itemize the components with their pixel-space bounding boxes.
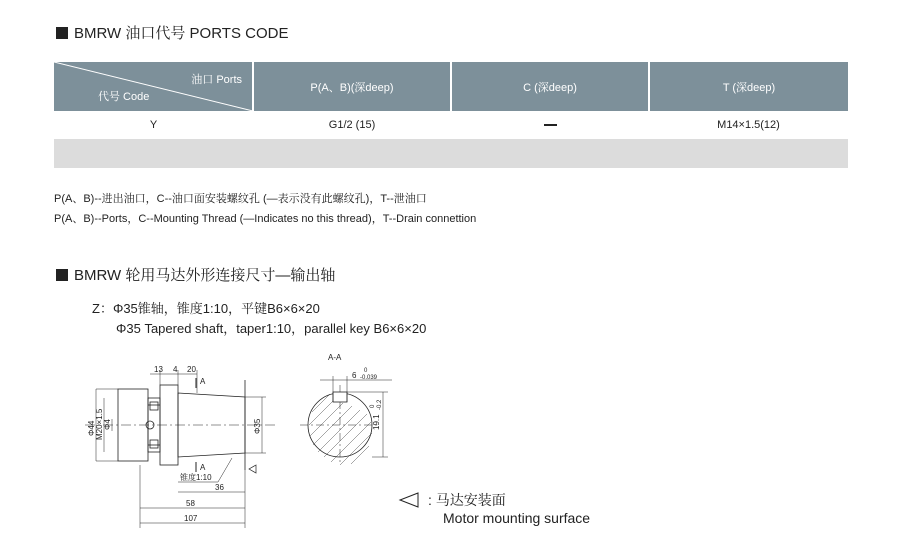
shaft-spec-en: Φ35 Tapered shaft，taper1:10，parallel key B6×6×20 xyxy=(116,321,427,336)
dim-4-label: 4 xyxy=(173,365,178,374)
ports-code-table xyxy=(54,62,848,168)
dia-35-label: Φ35 xyxy=(253,418,262,434)
note-en: P(A、B)--Ports，C--Mounting Thread (—Indicates no this thread)，T--Drain connettion xyxy=(54,213,477,225)
dim-13-label: 13 xyxy=(154,365,163,374)
depth-tol-lower: -0.2 xyxy=(377,399,383,410)
header-ports-label: 油口 Ports xyxy=(191,74,242,86)
dash-icon xyxy=(544,124,557,126)
legend-en: Motor mounting surface xyxy=(443,510,591,526)
section-mark-bottom: A xyxy=(200,463,206,472)
header-p: P(A、B)(深deep) xyxy=(253,62,451,111)
dim-58-label: 58 xyxy=(186,499,195,508)
header-c: C (深deep) xyxy=(451,62,649,111)
section-title-aa: A-A xyxy=(328,353,342,362)
section-title-ports xyxy=(56,22,288,43)
cell-p: G1/2 (15) xyxy=(328,119,376,131)
dim-36-label: 36 xyxy=(215,483,224,492)
shaft-section-title: BMRW 轮用马达外形连接尺寸—输出轴 xyxy=(74,267,336,284)
square-bullet-icon xyxy=(56,269,68,281)
header-corner-cell xyxy=(54,62,253,111)
note-cn: P(A、B)--进出油口，C--油口面安装螺纹孔 (—表示没有此螺纹孔)，T--泄油口 xyxy=(54,193,427,205)
key-depth-label: 19.1 xyxy=(372,414,381,430)
cell-c xyxy=(451,111,649,139)
shaft-spec-cn: Z：Φ35锥轴，锥度1:10，平键B6×6×20 xyxy=(92,301,320,316)
dim-107-label: 107 xyxy=(184,514,198,523)
cell-t: M14×1.5(12) xyxy=(717,119,780,131)
shaft-drawing xyxy=(0,340,897,559)
key-tol-upper: 0 xyxy=(364,368,368,374)
header-code-label: 代号 Code xyxy=(98,91,150,103)
thread-m20-label: M20×1.5 xyxy=(95,408,104,440)
dia-44-label: Φ44 xyxy=(87,420,96,436)
mounting-surface-triangle-icon xyxy=(398,492,420,508)
header-t: T (深deep) xyxy=(649,62,848,111)
table-row-empty xyxy=(54,139,848,168)
square-bullet-icon xyxy=(56,27,68,39)
table-row xyxy=(54,111,848,139)
table-header-row xyxy=(54,62,848,111)
dim-20-label: 20 xyxy=(187,365,196,374)
ports-section-title: BMRW 油口代号 PORTS CODE xyxy=(74,25,289,42)
taper-label: 锥度1:10 xyxy=(180,473,212,482)
dia-4-label: Φ4 xyxy=(103,419,112,430)
key-width-label: 6 xyxy=(352,371,357,380)
key-tol-lower: -0.039 xyxy=(360,375,378,381)
section-title-shaft xyxy=(56,264,335,285)
section-mark-top: A xyxy=(200,377,206,386)
legend-cn: : 马达安装面 xyxy=(428,492,506,508)
cell-code: Y xyxy=(149,119,158,131)
depth-tol-upper: 0 xyxy=(370,404,376,408)
